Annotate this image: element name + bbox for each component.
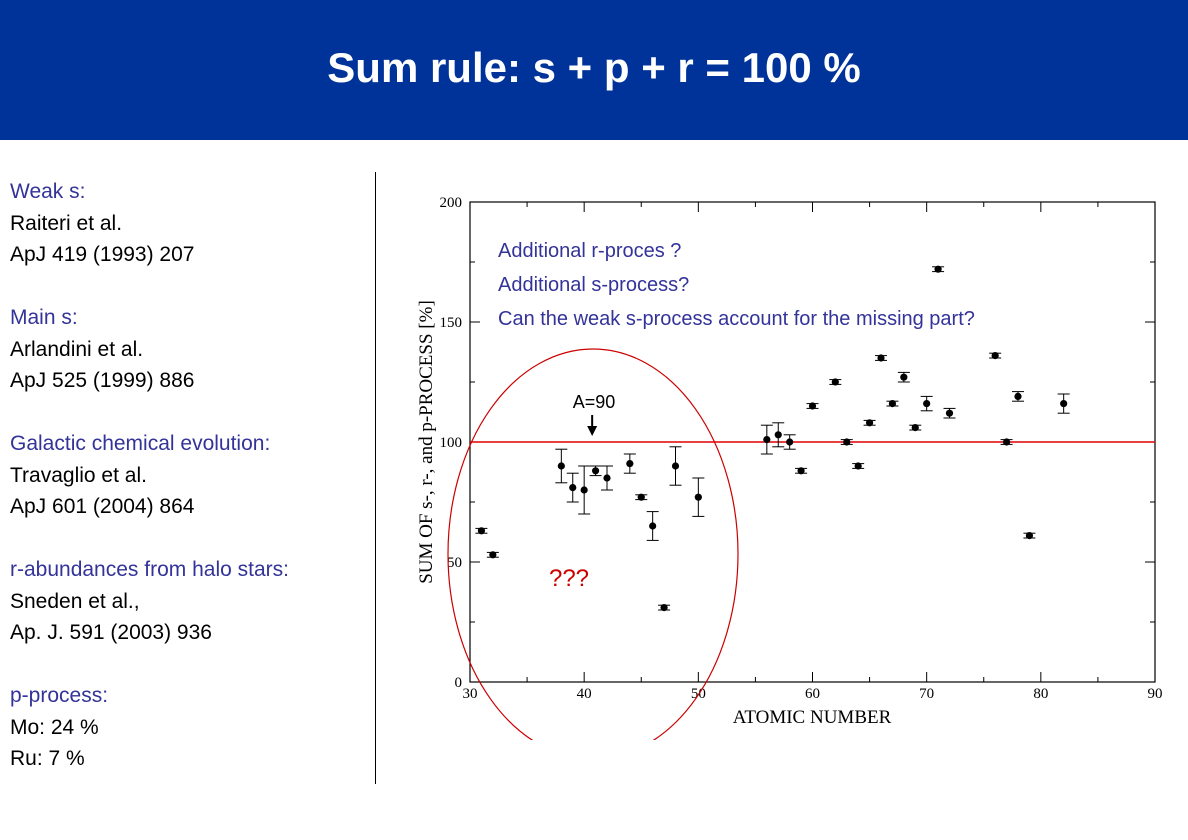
reference-line: ApJ 601 (2004) 864 [10, 495, 195, 518]
data-point [569, 484, 576, 491]
reference-group [10, 554, 372, 649]
data-point [855, 462, 862, 469]
data-point [923, 400, 930, 407]
reference-group [10, 428, 372, 523]
data-point [786, 438, 793, 445]
annotation-question-1: Additional r-proces ? [498, 240, 682, 262]
reference-group [10, 176, 372, 271]
data-point [866, 419, 873, 426]
data-point [934, 266, 941, 273]
data-point [660, 604, 667, 611]
data-point [489, 551, 496, 558]
data-point [889, 400, 896, 407]
slide-title: Sum rule: s + p + r = 100 % [327, 44, 861, 91]
reference-group [10, 302, 372, 397]
x-tick-labels [463, 686, 1163, 702]
data-point [1014, 393, 1021, 400]
x-tick-label: 50 [690, 686, 706, 702]
reference-line: ApJ 419 (1993) 207 [10, 243, 195, 266]
data-point [592, 467, 599, 474]
data-point [649, 522, 656, 529]
data-point [900, 374, 907, 381]
data-point [809, 402, 816, 409]
y-tick-labels [440, 195, 463, 691]
data-point [1003, 438, 1010, 445]
annotation-question-3: Can the weak s-process account for the missing part? [498, 308, 975, 330]
reference-heading: Main s: [10, 306, 78, 329]
data-point [877, 354, 884, 361]
y-tick-label: 0 [454, 675, 462, 691]
reference-heading: Weak s: [10, 180, 86, 203]
x-tick-label: 80 [1033, 686, 1049, 702]
reference-line: ApJ 525 (1999) 886 [10, 369, 195, 392]
reference-line: Travaglio et al. [10, 463, 147, 487]
arrow-head [587, 426, 597, 436]
sum-rule-chart [395, 170, 1185, 740]
title-bar [0, 0, 1188, 140]
data-point [763, 436, 770, 443]
x-tick-label: 30 [462, 686, 478, 702]
data-point [775, 431, 782, 438]
y-axis-title: SUM OF s-, r-, and p-PROCESS [%] [416, 300, 437, 584]
reference-line: Ru: 7 % [10, 747, 85, 770]
data-point [581, 486, 588, 493]
data-point [843, 438, 850, 445]
x-tick-label: 90 [1147, 686, 1163, 702]
data-point [695, 494, 702, 501]
x-tick-label: 40 [576, 686, 592, 702]
vertical-divider [375, 172, 376, 784]
y-tick-label: 50 [447, 555, 462, 571]
reference-heading: Galactic chemical evolution: [10, 432, 271, 455]
data-point [992, 352, 999, 359]
annotation-question-2: Additional s-process? [498, 274, 690, 296]
data-point [946, 410, 953, 417]
y-tick-label: 200 [439, 195, 462, 211]
reference-heading: p-process: [10, 684, 109, 707]
question-marks-label: ??? [548, 565, 590, 592]
data-point [912, 424, 919, 431]
reference-line: Raiteri et al. [10, 211, 123, 235]
references-panel [10, 176, 372, 806]
y-tick-label: 100 [439, 435, 462, 451]
data-point [1060, 400, 1067, 407]
data-point [603, 474, 610, 481]
reference-line: Ap. J. 591 (2003) 936 [10, 621, 212, 644]
reference-group [10, 680, 372, 775]
a90-arrow [587, 415, 597, 436]
reference-line: Mo: 24 % [10, 715, 99, 739]
x-tick-label: 70 [919, 686, 935, 702]
x-axis-title: ATOMIC NUMBER [732, 707, 892, 728]
arrow-label: A=90 [572, 392, 616, 412]
reference-line: Arlandini et al. [10, 337, 144, 361]
data-point [832, 378, 839, 385]
y-tick-label: 150 [439, 315, 462, 331]
data-point [558, 462, 565, 469]
data-point [672, 462, 679, 469]
reference-heading: r-abundances from halo stars: [10, 558, 289, 581]
data-point [638, 494, 645, 501]
data-point [626, 460, 633, 467]
x-tick-label: 60 [805, 686, 820, 702]
data-point [797, 467, 804, 474]
reference-line: Sneden et al., [10, 589, 140, 613]
data-point [478, 527, 485, 534]
data-point [1026, 532, 1033, 539]
